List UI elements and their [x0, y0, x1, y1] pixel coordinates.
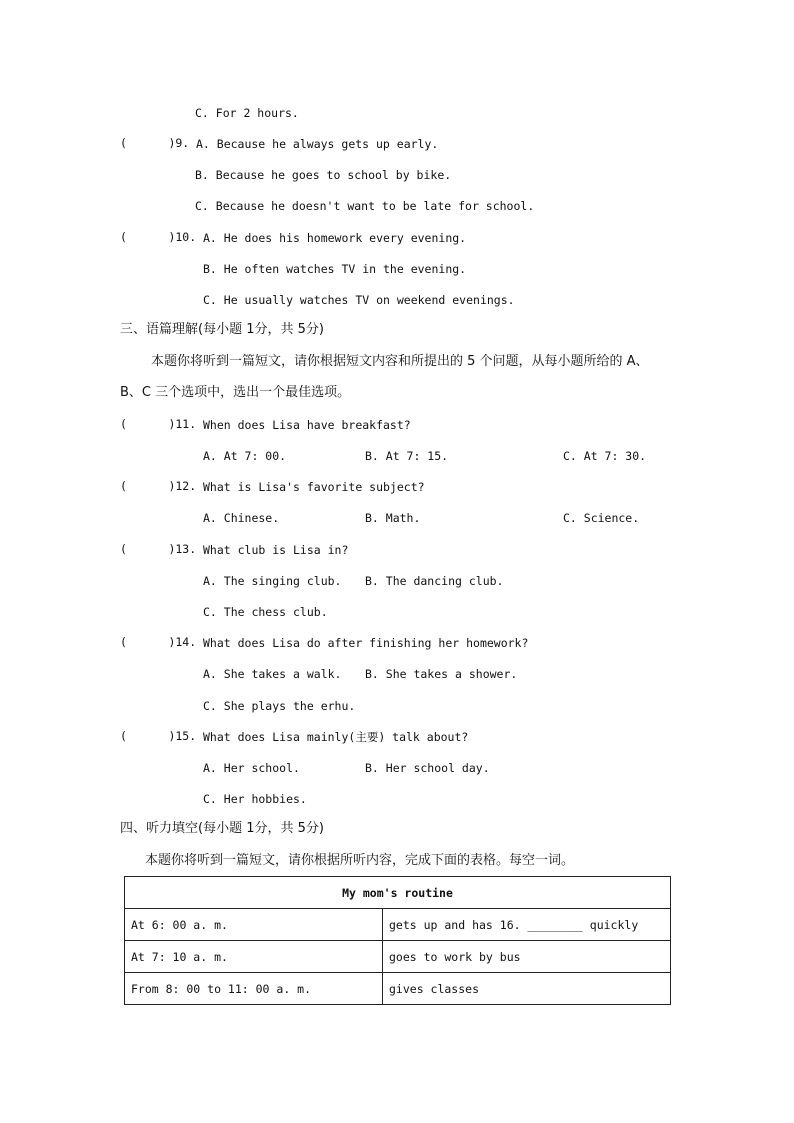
q14-number: ( )14.: [120, 635, 197, 649]
table-cell-time: At 7: 10 a. m.: [125, 941, 383, 973]
table-row: [125, 909, 671, 941]
q9-number: ( )9.: [120, 136, 190, 150]
routine-table: [124, 876, 671, 1005]
table-header-row: [125, 877, 671, 909]
q12-number: ( )12.: [120, 479, 197, 493]
table-cell-time: From 8: 00 to 11: 00 a. m.: [125, 973, 383, 1005]
q10-number: ( )10.: [120, 230, 197, 244]
section3-heading: 三、语篇理解(每小题 1分，共 5分): [120, 322, 324, 337]
q12-option-b: B. Math.: [365, 511, 421, 525]
q8-option-c: C. For 2 hours.: [195, 106, 299, 120]
table-title: My mom's routine: [125, 877, 671, 909]
q9-option-c: C. Because he doesn't want to be late for school.: [195, 199, 535, 213]
q15-number: ( )15.: [120, 729, 197, 743]
table-cell-activity: gives classes: [383, 973, 671, 1005]
q13-question: What club is Lisa in?: [203, 543, 349, 557]
q15-option-b: B. Her school day.: [365, 761, 490, 775]
q14-option-a: A. She takes a walk.: [203, 667, 342, 681]
q13-option-c: C. The chess club.: [203, 605, 328, 619]
q11-option-b: B. At 7: 15.: [365, 449, 449, 463]
q14-option-c: C. She plays the erhu.: [203, 699, 356, 713]
q15-question: What does Lisa mainly(主要) talk about?: [203, 730, 469, 744]
q10-option-a: A. He does his homework every evening.: [203, 231, 467, 245]
q12-question: What is Lisa's favorite subject?: [203, 480, 425, 494]
q12-option-c: C. Science.: [563, 511, 640, 525]
section3-intro-line1: 本题你将听到一篇短文，请你根据短文内容和所提出的 5 个问题，从每小题所给的 A、: [151, 354, 649, 369]
section4-heading: 四、听力填空(每小题 1分，共 5分): [120, 821, 324, 836]
table-cell-time: At 6: 00 a. m.: [125, 909, 383, 941]
q11-option-c: C. At 7: 30.: [563, 449, 647, 463]
q9-option-b: B. Because he goes to school by bike.: [195, 168, 452, 182]
table-cell-activity: gets up and has 16. ________ quickly: [383, 909, 671, 941]
q10-option-c: C. He usually watches TV on weekend evenings.: [203, 293, 515, 307]
section3-intro-line2: B、C 三个选项中，选出一个最佳选项。: [120, 385, 351, 400]
q15-option-a: A. Her school.: [203, 761, 300, 775]
q14-question: What does Lisa do after finishing her homework?: [203, 636, 529, 650]
table-cell-activity: goes to work by bus: [383, 941, 671, 973]
q11-number: ( )11.: [120, 417, 197, 431]
q11-option-a: A. At 7: 00.: [203, 449, 287, 463]
q14-option-b: B. She takes a shower.: [365, 667, 518, 681]
q13-option-a: A. The singing club.: [203, 574, 342, 588]
q10-option-b: B. He often watches TV in the evening.: [203, 262, 467, 276]
q12-option-a: A. Chinese.: [203, 511, 280, 525]
q13-number: ( )13.: [120, 542, 197, 556]
q15-option-c: C. Her hobbies.: [203, 792, 307, 806]
q9-option-a: A. Because he always gets up early.: [196, 137, 439, 151]
q13-option-b: B. The dancing club.: [365, 574, 504, 588]
q11-question: When does Lisa have breakfast?: [203, 418, 411, 432]
section4-intro: 本题你将听到一篇短文，请你根据所听内容，完成下面的表格。每空一词。: [145, 853, 575, 868]
table-row: [125, 941, 671, 973]
table-row: [125, 973, 671, 1005]
